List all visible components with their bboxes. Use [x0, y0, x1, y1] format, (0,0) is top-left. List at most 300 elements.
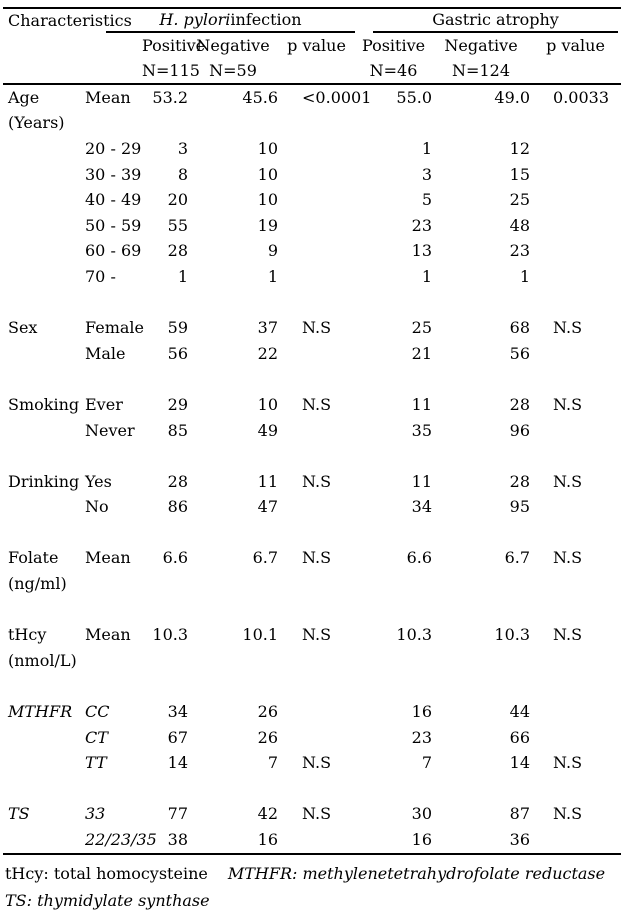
cell: 56	[509, 343, 531, 363]
table-row	[3, 827, 621, 855]
cell	[3, 674, 85, 700]
cell: Folate	[8, 548, 59, 568]
cell: 59	[167, 318, 189, 338]
table-row	[3, 187, 621, 213]
characteristics-header: Characteristics	[8, 11, 132, 30]
cell: 26	[257, 727, 279, 747]
ga-positive-header: Positive	[361, 36, 426, 55]
cell	[3, 239, 85, 265]
cell	[142, 443, 188, 469]
cell: N.S	[302, 548, 332, 568]
cell: 34	[167, 702, 189, 722]
cell	[142, 367, 188, 393]
cell	[3, 520, 85, 546]
cell: 3	[421, 164, 433, 184]
cell: N.S	[553, 753, 583, 773]
cell	[3, 290, 85, 316]
cell	[530, 418, 621, 444]
cell: 49.0	[494, 87, 531, 107]
mthfr-footnote: MTHFR: methylenetetrahydrofolate reductase	[227, 863, 606, 883]
cell: MTHFR	[8, 702, 73, 722]
cell: (nmol/L)	[8, 650, 77, 670]
cell	[278, 648, 355, 674]
cell	[530, 725, 621, 751]
spacer-row	[3, 776, 621, 802]
cell	[85, 290, 142, 316]
cell	[432, 674, 530, 700]
cell	[530, 367, 621, 393]
cell: N.S	[553, 318, 583, 338]
cell: 48	[509, 215, 531, 235]
cell: 3	[177, 138, 189, 158]
table-row	[3, 469, 621, 495]
cell: 0.0033	[553, 87, 610, 107]
ga-positive-count: N=46	[355, 59, 432, 85]
cell: 9	[267, 241, 279, 261]
cell: 1	[519, 266, 531, 286]
cell	[3, 725, 85, 751]
cell	[530, 443, 621, 469]
cell: 28	[167, 471, 189, 491]
cell	[530, 699, 621, 725]
cell: N.S	[302, 394, 332, 414]
cell	[278, 213, 355, 239]
table-row	[3, 802, 621, 828]
cell	[278, 367, 355, 393]
cell	[278, 162, 355, 188]
cell	[3, 162, 85, 188]
cell: 11	[411, 394, 433, 414]
cell	[188, 648, 278, 674]
infection-text: infection	[230, 10, 302, 29]
cell	[188, 111, 278, 137]
cell	[188, 367, 278, 393]
cell: N.S	[302, 318, 332, 338]
cell: N.S	[553, 394, 583, 414]
cell: 86	[167, 497, 189, 517]
gastric-atrophy-group-label: Gastric atrophy	[373, 9, 618, 33]
empty-header-cell	[3, 59, 142, 85]
cell: 20 - 29	[85, 138, 142, 158]
cell: tHcy	[8, 625, 47, 645]
table-row	[3, 725, 621, 751]
cell: CC	[85, 702, 110, 722]
cell	[432, 520, 530, 546]
cell	[85, 571, 142, 597]
cell: 77	[167, 804, 189, 824]
cell: Male	[85, 343, 126, 363]
cell: N.S	[553, 625, 583, 645]
cell: 15	[509, 164, 531, 184]
cell: 42	[257, 804, 279, 824]
cell: N.S	[302, 804, 332, 824]
cell: 22	[257, 343, 279, 363]
cell	[3, 367, 85, 393]
cell: 60 - 69	[85, 241, 142, 261]
cell: Mean	[85, 625, 131, 645]
cell: 30	[411, 804, 433, 824]
cell	[3, 187, 85, 213]
cell: Yes	[85, 471, 112, 491]
cell	[85, 776, 142, 802]
cell	[142, 648, 188, 674]
cell: 6.7	[504, 548, 531, 568]
cell	[3, 443, 85, 469]
cell: (ng/ml)	[8, 574, 67, 594]
cell: 6.6	[162, 548, 189, 568]
cell	[432, 648, 530, 674]
cell	[432, 443, 530, 469]
empty-header-cell	[530, 59, 621, 85]
empty-header-cell	[3, 33, 142, 59]
cell	[85, 520, 142, 546]
cell	[85, 111, 142, 137]
footnote-line-1	[5, 860, 624, 887]
cell	[3, 264, 85, 290]
cell	[278, 111, 355, 137]
spacer-row	[3, 443, 621, 469]
cell: 16	[411, 702, 433, 722]
cell: 10.3	[494, 625, 531, 645]
cell	[3, 495, 85, 521]
table-row	[3, 213, 621, 239]
cell	[278, 495, 355, 521]
cell: 21	[411, 343, 433, 363]
cell	[278, 341, 355, 367]
header-row-counts	[3, 59, 621, 85]
gastric-atrophy-group-header	[355, 9, 621, 33]
cell: 40 - 49	[85, 190, 142, 210]
cell	[278, 290, 355, 316]
cell	[432, 571, 530, 597]
header-row-subcolumns	[3, 33, 621, 59]
cell: 35	[411, 420, 433, 440]
cell	[188, 674, 278, 700]
cell	[188, 520, 278, 546]
cell	[530, 648, 621, 674]
cell: Female	[85, 318, 144, 338]
cell: Smoking	[8, 394, 80, 414]
cell	[3, 827, 85, 855]
cell	[188, 776, 278, 802]
cell	[85, 648, 142, 674]
cell: N.S	[553, 471, 583, 491]
hpylori-italic-text: H. pylori	[159, 10, 231, 29]
cell: 10	[257, 190, 279, 210]
cell	[530, 674, 621, 700]
cell	[278, 699, 355, 725]
cell: Mean	[85, 87, 131, 107]
cell	[142, 290, 188, 316]
cell	[3, 341, 85, 367]
cell: 10	[257, 394, 279, 414]
table-row	[3, 85, 621, 111]
cell: 22/23/35	[85, 827, 142, 855]
cell	[142, 571, 188, 597]
table-row	[3, 622, 621, 648]
table-row	[3, 546, 621, 572]
cell: 1	[267, 266, 279, 286]
cell	[355, 674, 432, 700]
cell	[85, 443, 142, 469]
hp-negative-count: N=59	[188, 59, 278, 85]
cell	[530, 776, 621, 802]
cell: N.S	[302, 471, 332, 491]
cell	[530, 827, 621, 855]
cell	[278, 597, 355, 623]
spacer-row	[3, 290, 621, 316]
cell: 11	[411, 471, 433, 491]
cell: <0.0001	[302, 87, 372, 107]
cell	[432, 367, 530, 393]
cell	[432, 290, 530, 316]
cell: 14	[167, 753, 189, 773]
cell	[278, 239, 355, 265]
cell: N.S	[302, 753, 332, 773]
table-row	[3, 750, 621, 776]
cell: 53.2	[152, 87, 189, 107]
cell: CT	[85, 727, 108, 747]
cell: 67	[167, 727, 189, 747]
cell	[3, 136, 85, 162]
cell: Drinking	[8, 471, 80, 491]
cell	[530, 571, 621, 597]
cell: N.S	[553, 804, 583, 824]
cell: 23	[411, 215, 433, 235]
cell	[278, 827, 355, 855]
cell	[530, 495, 621, 521]
ga-pvalue-header: p value	[546, 36, 605, 55]
ts-footnote: TS: thymidylate synthase	[5, 890, 210, 910]
table-row	[3, 648, 621, 674]
cell: Mean	[85, 548, 131, 568]
table-row	[3, 162, 621, 188]
hp-negative-header: Negative	[196, 36, 270, 55]
footnotes	[5, 860, 624, 910]
cell: Ever	[85, 394, 123, 414]
cell	[530, 341, 621, 367]
cell: 8	[177, 164, 189, 184]
cell	[355, 520, 432, 546]
cell: TT	[85, 753, 107, 773]
cell	[432, 776, 530, 802]
cell	[3, 213, 85, 239]
table-row	[3, 111, 621, 137]
cell: Age	[8, 87, 40, 107]
table-row	[3, 571, 621, 597]
cell	[355, 290, 432, 316]
cell	[355, 111, 432, 137]
cell: 44	[509, 702, 531, 722]
cell: 68	[509, 318, 531, 338]
cell	[85, 367, 142, 393]
cell: 45.6	[242, 87, 279, 107]
cell	[278, 571, 355, 597]
cell	[278, 443, 355, 469]
cell	[355, 571, 432, 597]
cell	[355, 597, 432, 623]
hpylori-group-label	[106, 9, 355, 33]
cell: 36	[432, 827, 530, 855]
cell	[355, 367, 432, 393]
cell	[3, 418, 85, 444]
cell: 6.6	[406, 548, 433, 568]
cell	[530, 111, 621, 137]
hpylori-group-header	[142, 9, 355, 33]
cell	[355, 648, 432, 674]
cell	[188, 571, 278, 597]
cell: 20	[167, 190, 189, 210]
cell	[278, 674, 355, 700]
cell	[142, 597, 188, 623]
cell: 1	[177, 266, 189, 286]
cell	[355, 776, 432, 802]
cell: 30 - 39	[85, 164, 142, 184]
cell: 38	[142, 827, 188, 855]
cell	[278, 418, 355, 444]
cell: (Years)	[8, 113, 65, 133]
cell: 7	[421, 753, 433, 773]
table-row	[3, 392, 621, 418]
cell: 25	[509, 190, 531, 210]
cell: 26	[257, 702, 279, 722]
table-row	[3, 495, 621, 521]
cell: 28	[509, 471, 531, 491]
cell: 25	[411, 318, 433, 338]
cell: 55	[167, 215, 189, 235]
cell	[142, 674, 188, 700]
cell	[3, 597, 85, 623]
cell	[278, 264, 355, 290]
cell: 29	[167, 394, 189, 414]
spacer-row	[3, 520, 621, 546]
ga-negative-count: N=124	[432, 59, 530, 85]
cell	[188, 443, 278, 469]
cell: 5	[421, 190, 433, 210]
cell: 14	[509, 753, 531, 773]
cell: 13	[411, 241, 433, 261]
cell: 23	[509, 241, 531, 261]
cell	[85, 674, 142, 700]
cell	[530, 162, 621, 188]
thcy-footnote: tHcy: total homocysteine	[5, 863, 208, 883]
table-header	[3, 9, 621, 85]
cell: 37	[257, 318, 279, 338]
cell	[142, 776, 188, 802]
cell: 49	[257, 420, 279, 440]
hp-positive-header: Positive	[142, 36, 206, 55]
cell: 95	[509, 497, 531, 517]
cell: 47	[257, 497, 279, 517]
cell: 10	[257, 138, 279, 158]
cell: 1	[421, 266, 433, 286]
footnote-line-2	[5, 887, 624, 910]
cell	[142, 111, 188, 137]
cell	[85, 597, 142, 623]
cell: 85	[167, 420, 189, 440]
cell	[355, 443, 432, 469]
cell: 23	[411, 727, 433, 747]
cell: 6.7	[252, 548, 279, 568]
hp-positive-count: N=115	[142, 59, 188, 85]
cell	[188, 290, 278, 316]
cell: Sex	[8, 318, 38, 338]
spacer-row	[3, 674, 621, 700]
table-row	[3, 264, 621, 290]
table-row	[3, 136, 621, 162]
cell: 10.3	[396, 625, 433, 645]
cell: 56	[167, 343, 189, 363]
cell: 19	[257, 215, 279, 235]
characteristics-table	[3, 7, 621, 855]
cell: 28	[167, 241, 189, 261]
cell	[530, 239, 621, 265]
cell	[278, 725, 355, 751]
cell	[3, 776, 85, 802]
cell	[530, 213, 621, 239]
cell: 11	[257, 471, 279, 491]
cell	[530, 597, 621, 623]
cell: N.S	[302, 625, 332, 645]
cell: 96	[509, 420, 531, 440]
table-row	[3, 315, 621, 341]
cell: 50 - 59	[85, 215, 142, 235]
cell	[530, 290, 621, 316]
cell	[142, 520, 188, 546]
cell: 70 -	[85, 266, 116, 286]
cell	[278, 187, 355, 213]
spacer-row	[3, 597, 621, 623]
cell: 33	[85, 804, 106, 824]
header-row-groups	[3, 9, 621, 33]
cell	[432, 111, 530, 137]
table-row	[3, 341, 621, 367]
cell: 12	[509, 138, 531, 158]
hp-pvalue-header: p value	[287, 36, 346, 55]
cell: 7	[267, 753, 279, 773]
cell: 1	[421, 138, 433, 158]
cell: 28	[509, 394, 531, 414]
cell: 34	[411, 497, 433, 517]
table-row	[3, 239, 621, 265]
cell: 66	[509, 727, 531, 747]
cell: Never	[85, 420, 135, 440]
cell	[188, 597, 278, 623]
cell: 87	[509, 804, 531, 824]
cell	[278, 520, 355, 546]
cell	[530, 520, 621, 546]
cell	[278, 776, 355, 802]
cell	[3, 750, 85, 776]
cell: 10.1	[242, 625, 279, 645]
cell: 16	[188, 827, 278, 855]
cell: TS	[8, 804, 30, 824]
empty-header-cell	[278, 59, 355, 85]
cell	[278, 136, 355, 162]
ga-negative-header: Negative	[444, 36, 518, 55]
cell: 10.3	[152, 625, 189, 645]
table-body	[3, 85, 621, 855]
cell: 55.0	[396, 87, 433, 107]
cell: 10	[257, 164, 279, 184]
cell	[530, 264, 621, 290]
cell: N.S	[553, 548, 583, 568]
cell: 16	[355, 827, 432, 855]
cell	[432, 597, 530, 623]
table-row	[3, 699, 621, 725]
spacer-row	[3, 367, 621, 393]
cell	[530, 136, 621, 162]
